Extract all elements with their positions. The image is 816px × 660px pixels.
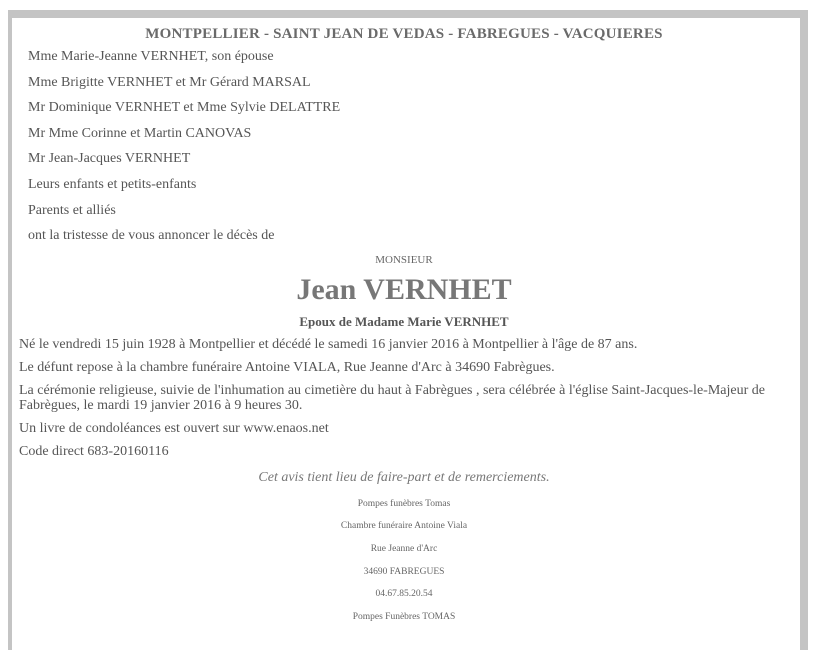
location-header: MONTPELLIER - SAINT JEAN DE VEDAS - FABREGUES - VACQUIERES (145, 26, 663, 42)
deceased-name: Jean VERNHET (296, 272, 512, 306)
family-line: ont la tristesse de vous annoncer le décès de (28, 228, 275, 244)
notice-statement: Cet avis tient lieu de faire-part et de remerciements. (258, 469, 550, 485)
funeral-info-line: Pompes funèbres Tomas (357, 498, 451, 509)
funeral-info-line: Chambre funéraire Antoine Viala (340, 521, 468, 532)
family-line: Parents et alliés (28, 202, 116, 218)
family-line: Mr Jean-Jacques VERNHET (28, 151, 191, 167)
family-line: Mr Mme Corinne et Martin CANOVAS (28, 125, 252, 141)
family-line: Mme Marie-Jeanne VERNHET, son épouse (28, 49, 274, 64)
deceased-spouse-line: Epoux de Madame Marie VERNHET (299, 313, 509, 329)
family-line: Leurs enfants et petits-enfants (28, 176, 197, 192)
ceremony-paragraph: La cérémonie religieuse, suivie de l'inhumation au cimetière du haut à Fabrègues , sera célébrée à l'église Saint-Jacques-le-Majeur de Fabrègues, le mardi 19 janvier 2016 à 9 heures 30. (19, 382, 765, 413)
direct-code-paragraph: Code direct 683-20160116 (19, 443, 169, 459)
family-line: Mme Brigitte VERNHET et Mr Gérard MARSAL (28, 74, 311, 90)
resting-place-paragraph: Le défunt repose à la chambre funéraire Antoine VIALA, Rue Jeanne d'Arc à 34690 Fabrègues. (19, 359, 555, 375)
funeral-info-line: 34690 FABREGUES (363, 566, 445, 577)
family-line: Mr Dominique VERNHET et Mme Sylvie DELATTRE (28, 100, 341, 116)
funeral-info-line: Rue Jeanne d'Arc (370, 543, 438, 554)
funeral-info-line: Pompes Funèbres TOMAS (352, 611, 456, 622)
condolences-paragraph: Un livre de condoléances est ouvert sur www.enaos.net (19, 420, 329, 436)
family-list (28, 44, 796, 249)
birth-death-paragraph: Né le vendredi 15 juin 1928 à Montpellier et décédé le samedi 16 janvier 2016 à Montpellier à l'âge de 87 ans. (19, 336, 638, 352)
funeral-info-list (12, 493, 796, 629)
deceased-title: MONSIEUR (375, 253, 433, 266)
obituary-content (12, 16, 796, 628)
funeral-info-line: 04.67.85.20.54 (375, 589, 433, 600)
